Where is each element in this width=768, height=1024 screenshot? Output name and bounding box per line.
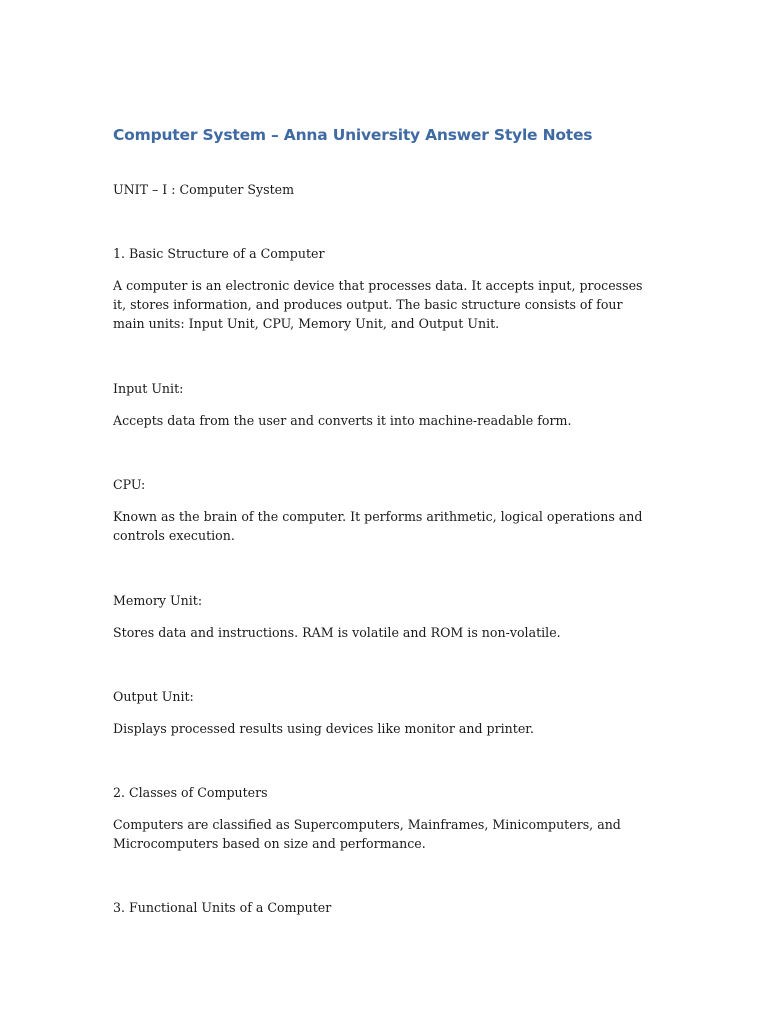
section-3-heading: 3. Functional Units of a Computer <box>113 900 332 915</box>
section-2-heading: 2. Classes of Computers <box>113 785 268 800</box>
output-unit-text: Displays processed results using devices like monitor and printer. <box>113 721 534 736</box>
memory-unit-text: Stores data and instructions. RAM is volatile and ROM is non-volatile. <box>113 625 561 640</box>
document-title: Computer System – Anna University Answer Style Notes <box>113 126 593 144</box>
input-unit-label: Input Unit: <box>113 381 184 396</box>
memory-unit-label: Memory Unit: <box>113 593 203 608</box>
section-1-paragraph: A computer is an electronic device that processes data. It accepts input, processes it, stores information, and produces output. The basic structure consists of four main units: Input Unit, CPU, Memory Unit, and Output Unit. <box>113 278 643 331</box>
cpu-label: CPU: <box>113 477 146 492</box>
section-2-paragraph: Computers are classified as Supercomputers, Mainframes, Minicomputers, and Microcomputers based on size and performance. <box>113 817 621 851</box>
output-unit-label: Output Unit: <box>113 689 194 704</box>
input-unit-text: Accepts data from the user and converts it into machine-readable form. <box>113 413 572 428</box>
section-1-heading: 1. Basic Structure of a Computer <box>113 246 325 261</box>
cpu-text: Known as the brain of the computer. It performs arithmetic, logical operations and controls execution. <box>113 509 643 543</box>
unit-heading: UNIT – I : Computer System <box>113 182 295 197</box>
